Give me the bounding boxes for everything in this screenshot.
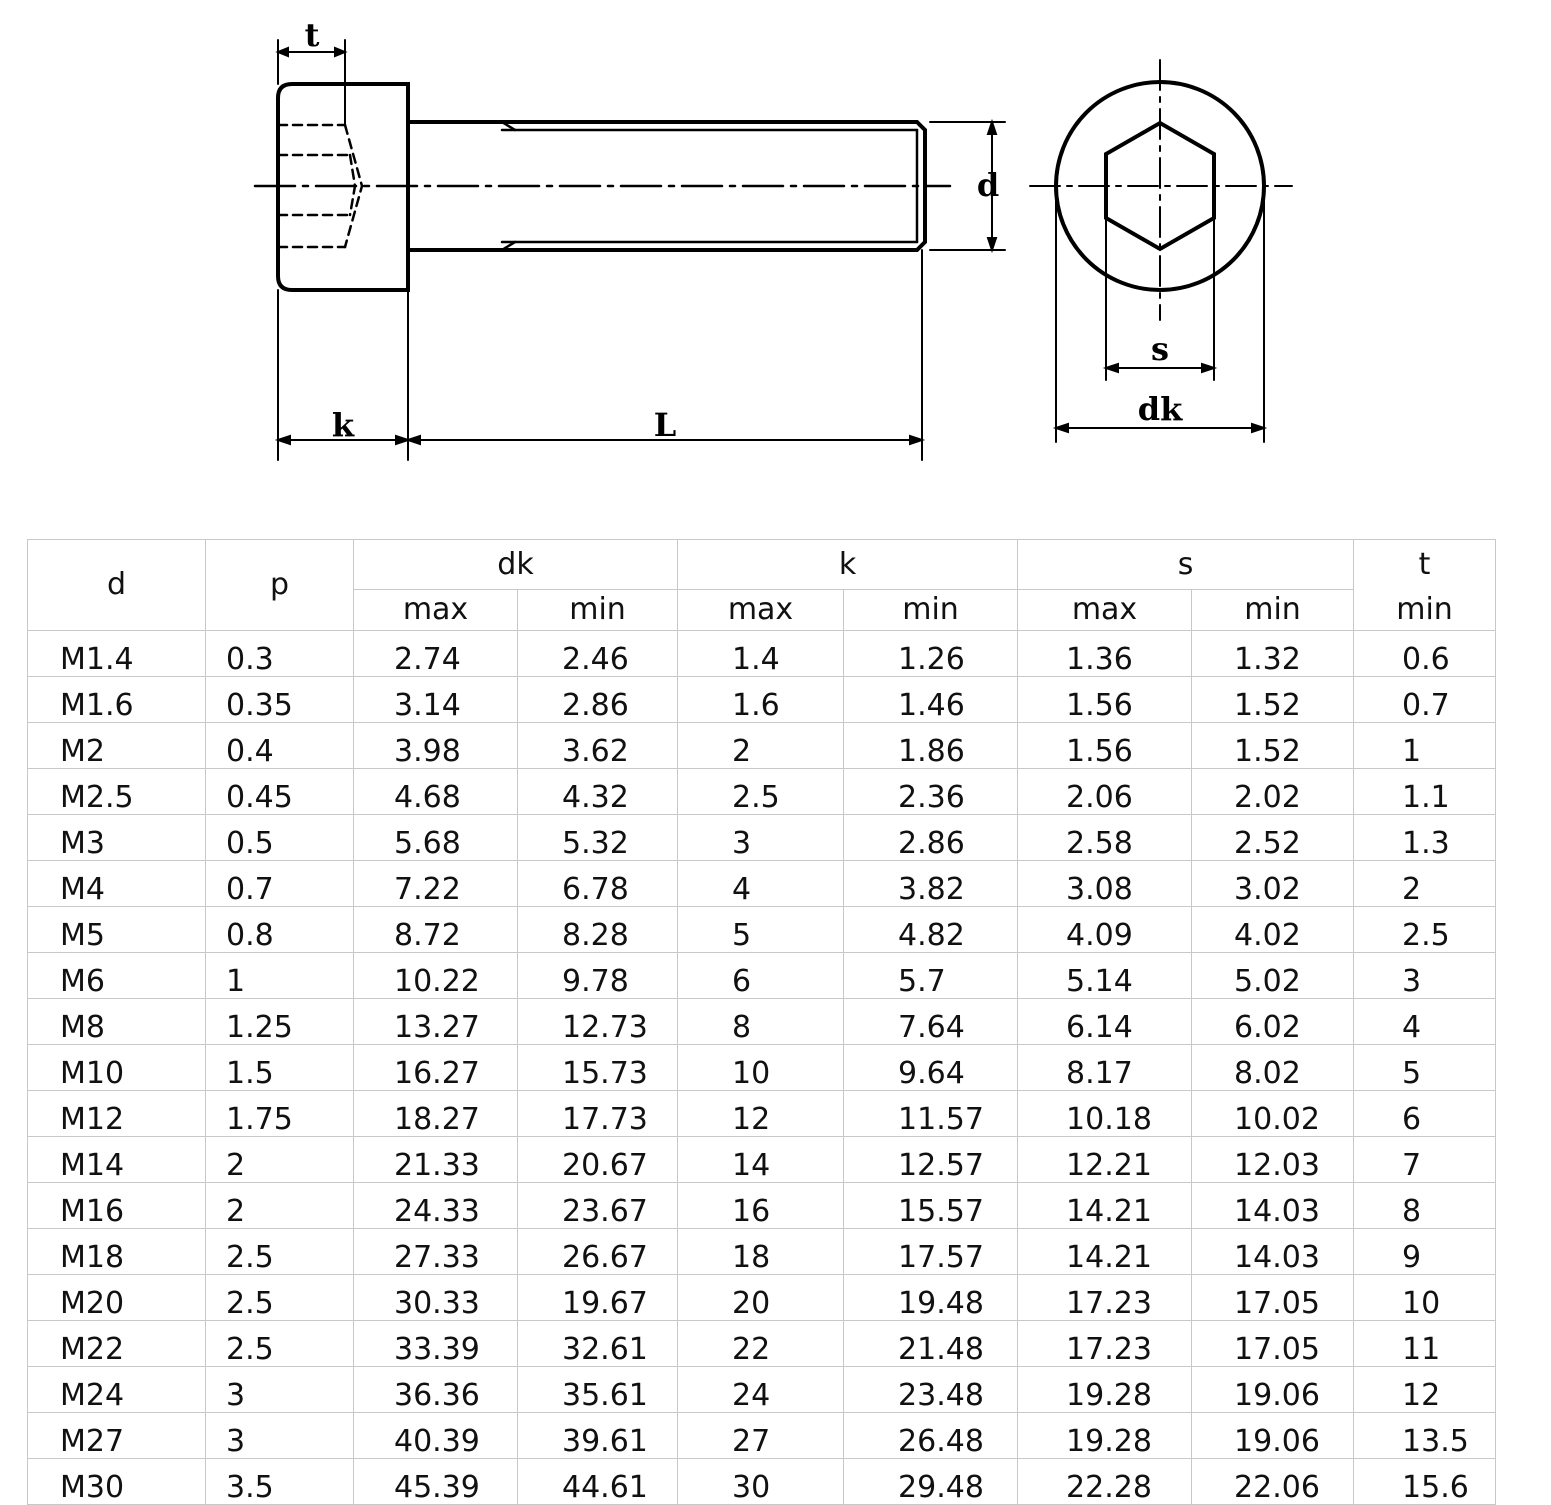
table-cell: 2.5: [1354, 907, 1496, 953]
table-cell: 27.33: [354, 1229, 518, 1275]
table-cell: 1.32: [1192, 631, 1354, 677]
table-cell: 6.78: [518, 861, 678, 907]
header-d: d: [28, 540, 206, 631]
table-cell: 2: [1354, 861, 1496, 907]
table-cell: M1.4: [28, 631, 206, 677]
table-cell: 2.06: [1018, 769, 1192, 815]
table-cell: 0.8: [206, 907, 354, 953]
table-cell: M27: [28, 1413, 206, 1459]
table-cell: M3: [28, 815, 206, 861]
table-cell: 1.5: [206, 1045, 354, 1091]
table-body: [28, 631, 1496, 1505]
table-cell: 44.61: [518, 1459, 678, 1505]
table-row: [28, 1275, 1496, 1321]
table-cell: 1.1: [1354, 769, 1496, 815]
table-row: [28, 907, 1496, 953]
table-cell: 16.27: [354, 1045, 518, 1091]
table-cell: 4: [678, 861, 844, 907]
table-cell: 4.82: [844, 907, 1018, 953]
header-s: s: [1018, 540, 1354, 590]
table-cell: 0.7: [206, 861, 354, 907]
table-cell: 32.61: [518, 1321, 678, 1367]
table-cell: 19.67: [518, 1275, 678, 1321]
table-cell: 3: [206, 1413, 354, 1459]
table-cell: 1.6: [678, 677, 844, 723]
table-cell: 26.67: [518, 1229, 678, 1275]
table-cell: 1.36: [1018, 631, 1192, 677]
table-cell: 0.35: [206, 677, 354, 723]
table-row: [28, 1229, 1496, 1275]
table-cell: 2: [206, 1183, 354, 1229]
table-cell: M8: [28, 999, 206, 1045]
table-cell: 12.73: [518, 999, 678, 1045]
table-cell: 0.45: [206, 769, 354, 815]
table-row: [28, 1091, 1496, 1137]
table-cell: 5.14: [1018, 953, 1192, 999]
table-cell: M24: [28, 1367, 206, 1413]
table-cell: 22.28: [1018, 1459, 1192, 1505]
table-row: [28, 1413, 1496, 1459]
table-cell: 3: [678, 815, 844, 861]
table-cell: M14: [28, 1137, 206, 1183]
table-cell: 9: [1354, 1229, 1496, 1275]
table-cell: 17.73: [518, 1091, 678, 1137]
table-cell: 2.86: [518, 677, 678, 723]
label-k: k: [331, 406, 355, 444]
table-row: [28, 769, 1496, 815]
table-cell: 9.64: [844, 1045, 1018, 1091]
table-cell: 1.52: [1192, 677, 1354, 723]
table-cell: 17.05: [1192, 1275, 1354, 1321]
table-cell: 18.27: [354, 1091, 518, 1137]
table-cell: 12.57: [844, 1137, 1018, 1183]
table-cell: 8.02: [1192, 1045, 1354, 1091]
table-row: [28, 1321, 1496, 1367]
table-cell: 2.74: [354, 631, 518, 677]
table-cell: 1.56: [1018, 677, 1192, 723]
table-cell: 3.98: [354, 723, 518, 769]
table-cell: 45.39: [354, 1459, 518, 1505]
table-cell: 2.5: [206, 1275, 354, 1321]
table-cell: 27: [678, 1413, 844, 1459]
subheader-s-max: max: [1018, 590, 1192, 631]
table-cell: M10: [28, 1045, 206, 1091]
table-cell: 2.58: [1018, 815, 1192, 861]
table-cell: M30: [28, 1459, 206, 1505]
table-cell: 40.39: [354, 1413, 518, 1459]
table-cell: 1.86: [844, 723, 1018, 769]
table-cell: 19.48: [844, 1275, 1018, 1321]
label-dk: dk: [1137, 390, 1183, 428]
table-cell: 24: [678, 1367, 844, 1413]
header-dk: dk: [354, 540, 678, 590]
table-cell: 2.46: [518, 631, 678, 677]
table-cell: 30.33: [354, 1275, 518, 1321]
table-cell: 17.23: [1018, 1321, 1192, 1367]
table-cell: 10.22: [354, 953, 518, 999]
table-cell: 2.52: [1192, 815, 1354, 861]
table-row: [28, 1137, 1496, 1183]
table-cell: M18: [28, 1229, 206, 1275]
table-cell: 1.56: [1018, 723, 1192, 769]
table-cell: 24.33: [354, 1183, 518, 1229]
table-cell: 20: [678, 1275, 844, 1321]
table-cell: 19.28: [1018, 1367, 1192, 1413]
table-cell: 7: [1354, 1137, 1496, 1183]
table-cell: 12.03: [1192, 1137, 1354, 1183]
table-cell: 4.32: [518, 769, 678, 815]
table-cell: M16: [28, 1183, 206, 1229]
table-cell: 14.21: [1018, 1229, 1192, 1275]
header-t: t: [1354, 540, 1496, 590]
table-cell: 3.82: [844, 861, 1018, 907]
table-cell: 2: [206, 1137, 354, 1183]
table-cell: 2.5: [206, 1321, 354, 1367]
table-cell: 2.5: [206, 1229, 354, 1275]
table-cell: 17.23: [1018, 1275, 1192, 1321]
table-cell: 21.33: [354, 1137, 518, 1183]
table-cell: 17.57: [844, 1229, 1018, 1275]
table-cell: 1.4: [678, 631, 844, 677]
table-cell: 26.48: [844, 1413, 1018, 1459]
table-cell: 5.32: [518, 815, 678, 861]
table-cell: 4: [1354, 999, 1496, 1045]
table-cell: 0.7: [1354, 677, 1496, 723]
table-row: [28, 999, 1496, 1045]
table-cell: 4.09: [1018, 907, 1192, 953]
table-row: [28, 815, 1496, 861]
table-row: [28, 1459, 1496, 1505]
table-cell: 14: [678, 1137, 844, 1183]
table-cell: 19.06: [1192, 1367, 1354, 1413]
table-cell: 22.06: [1192, 1459, 1354, 1505]
table-cell: M2: [28, 723, 206, 769]
table-cell: 33.39: [354, 1321, 518, 1367]
table-cell: 2: [678, 723, 844, 769]
table-cell: 21.48: [844, 1321, 1018, 1367]
table-cell: 3.02: [1192, 861, 1354, 907]
table-cell: 8.17: [1018, 1045, 1192, 1091]
table-cell: 13.27: [354, 999, 518, 1045]
table-cell: 4.02: [1192, 907, 1354, 953]
table-cell: 3.08: [1018, 861, 1192, 907]
table-cell: 5: [678, 907, 844, 953]
table-cell: 29.48: [844, 1459, 1018, 1505]
table-cell: 1.26: [844, 631, 1018, 677]
table-cell: 36.36: [354, 1367, 518, 1413]
table-cell: M2.5: [28, 769, 206, 815]
table-row: [28, 1045, 1496, 1091]
table-cell: 4.68: [354, 769, 518, 815]
table-row: [28, 631, 1496, 677]
dimension-k-L: [278, 250, 922, 460]
table-cell: 19.28: [1018, 1413, 1192, 1459]
table-cell: 0.3: [206, 631, 354, 677]
table-cell: 16: [678, 1183, 844, 1229]
table-cell: 7.64: [844, 999, 1018, 1045]
table-cell: 14.03: [1192, 1229, 1354, 1275]
table-cell: 2.5: [678, 769, 844, 815]
table-row: [28, 861, 1496, 907]
table-cell: 30: [678, 1459, 844, 1505]
table-cell: 5.68: [354, 815, 518, 861]
table-row: [28, 723, 1496, 769]
table-cell: M4: [28, 861, 206, 907]
table-cell: 0.6: [1354, 631, 1496, 677]
table-cell: 1.25: [206, 999, 354, 1045]
table-cell: 23.48: [844, 1367, 1018, 1413]
table-cell: 13.5: [1354, 1413, 1496, 1459]
subheader-t-min: min: [1354, 590, 1496, 631]
table-cell: 7.22: [354, 861, 518, 907]
label-s: s: [1150, 330, 1170, 368]
table-cell: M22: [28, 1321, 206, 1367]
table-cell: 1.46: [844, 677, 1018, 723]
table-cell: M5: [28, 907, 206, 953]
subheader-k-max: max: [678, 590, 844, 631]
table-row: [28, 1183, 1496, 1229]
table-cell: 14.21: [1018, 1183, 1192, 1229]
table-cell: 12: [1354, 1367, 1496, 1413]
table-cell: 6.14: [1018, 999, 1192, 1045]
table-cell: 6: [678, 953, 844, 999]
table-cell: 12.21: [1018, 1137, 1192, 1183]
table-cell: M12: [28, 1091, 206, 1137]
label-t: t: [304, 16, 320, 54]
screw-technical-drawing: [0, 0, 1551, 490]
header-p: p: [206, 540, 354, 631]
table-cell: 17.05: [1192, 1321, 1354, 1367]
table-cell: 8.28: [518, 907, 678, 953]
table-cell: 1: [206, 953, 354, 999]
table-cell: 10.02: [1192, 1091, 1354, 1137]
table-cell: 18: [678, 1229, 844, 1275]
table-cell: M1.6: [28, 677, 206, 723]
table-cell: 39.61: [518, 1413, 678, 1459]
table-cell: 22: [678, 1321, 844, 1367]
table-row: [28, 1367, 1496, 1413]
table-cell: 10: [1354, 1275, 1496, 1321]
table-cell: 12: [678, 1091, 844, 1137]
table-cell: 0.4: [206, 723, 354, 769]
table-cell: 15.6: [1354, 1459, 1496, 1505]
table-cell: M20: [28, 1275, 206, 1321]
table-row: [28, 677, 1496, 723]
table-cell: 11.57: [844, 1091, 1018, 1137]
table-cell: 15.57: [844, 1183, 1018, 1229]
table-cell: 3.14: [354, 677, 518, 723]
table-cell: 20.67: [518, 1137, 678, 1183]
table-cell: 8: [1354, 1183, 1496, 1229]
table-cell: 1: [1354, 723, 1496, 769]
table-cell: 1.52: [1192, 723, 1354, 769]
table-cell: 6: [1354, 1091, 1496, 1137]
table-cell: 3.5: [206, 1459, 354, 1505]
subheader-dk-min: min: [518, 590, 678, 631]
table-cell: 2.86: [844, 815, 1018, 861]
subheader-k-min: min: [844, 590, 1018, 631]
table-cell: 10.18: [1018, 1091, 1192, 1137]
subheader-dk-max: max: [354, 590, 518, 631]
table-cell: 11: [1354, 1321, 1496, 1367]
table-cell: 3: [1354, 953, 1496, 999]
table-cell: 5.02: [1192, 953, 1354, 999]
table-cell: 15.73: [518, 1045, 678, 1091]
table-cell: 8: [678, 999, 844, 1045]
centerline-end: [1030, 60, 1292, 320]
table-cell: 6.02: [1192, 999, 1354, 1045]
table-cell: 9.78: [518, 953, 678, 999]
table-cell: 3: [206, 1367, 354, 1413]
table-cell: 1.3: [1354, 815, 1496, 861]
table-cell: 2.02: [1192, 769, 1354, 815]
table-cell: 5: [1354, 1045, 1496, 1091]
label-L: L: [653, 406, 677, 444]
table-cell: 0.5: [206, 815, 354, 861]
table-cell: 19.06: [1192, 1413, 1354, 1459]
dimension-spec-table: [27, 539, 1496, 1505]
table-cell: 3.62: [518, 723, 678, 769]
table-cell: 14.03: [1192, 1183, 1354, 1229]
table-cell: M6: [28, 953, 206, 999]
table-cell: 2.36: [844, 769, 1018, 815]
table-cell: 1.75: [206, 1091, 354, 1137]
table-cell: 35.61: [518, 1367, 678, 1413]
table-cell: 8.72: [354, 907, 518, 953]
label-d: d: [976, 166, 1000, 204]
table-row: [28, 953, 1496, 999]
header-k: k: [678, 540, 1018, 590]
table-cell: 5.7: [844, 953, 1018, 999]
table-cell: 23.67: [518, 1183, 678, 1229]
table-cell: 10: [678, 1045, 844, 1091]
subheader-s-min: min: [1192, 590, 1354, 631]
